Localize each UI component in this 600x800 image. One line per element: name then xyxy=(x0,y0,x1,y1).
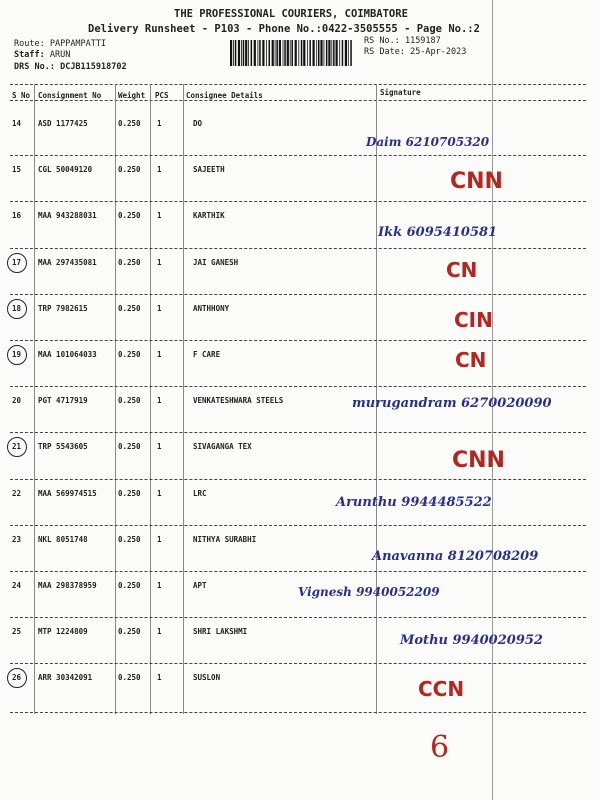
row-consignee: VENKATESHWARA STEELS xyxy=(193,396,284,406)
route-value: PAPPAMPATTI xyxy=(49,39,107,49)
circle-mark xyxy=(7,299,27,319)
barcode-bar xyxy=(326,40,328,66)
header-divider-bottom xyxy=(10,100,586,101)
row-consignee: SUSLON xyxy=(193,673,221,683)
row-divider xyxy=(10,479,586,480)
table-row xyxy=(0,442,600,488)
staff-value: ARUN xyxy=(49,50,71,60)
barcode-bar xyxy=(342,40,344,66)
handwritten-count: 6 xyxy=(430,730,450,765)
row-sno: 16 xyxy=(12,211,22,221)
handwritten-signature: Mothu 9940020952 xyxy=(400,633,543,649)
row-sno: 22 xyxy=(12,488,22,498)
row-divider xyxy=(10,432,586,433)
barcode-bar xyxy=(298,40,299,66)
row-consignee: JAI GANESH xyxy=(193,257,239,267)
row-consignment-no: TRP 5543605 xyxy=(38,442,88,452)
row-pcs: 1 xyxy=(157,581,162,590)
barcode-bar xyxy=(316,40,317,66)
row-sno: 14 xyxy=(12,119,22,128)
row-consignment-no: NKL 8051748 xyxy=(38,534,88,544)
table-row xyxy=(0,581,600,627)
handwritten-cnn-mark: CNN xyxy=(450,169,503,195)
row-consignee: LRC xyxy=(193,488,207,498)
col-pcs: PCS xyxy=(155,91,169,100)
barcode-bar xyxy=(318,40,320,66)
table-row xyxy=(0,535,600,581)
row-pcs: 1 xyxy=(157,627,162,637)
barcode-bar xyxy=(339,40,340,66)
barcode-bar xyxy=(251,40,253,66)
barcode-bar xyxy=(292,40,294,66)
table-row xyxy=(0,304,600,350)
handwritten-signature: Ikk 6095410581 xyxy=(378,225,498,241)
table-end-divider xyxy=(10,712,586,713)
row-pcs: 1 xyxy=(157,673,162,683)
row-weight: 0.250 xyxy=(118,627,141,637)
table-row xyxy=(0,489,600,535)
row-weight: 0.250 xyxy=(118,673,141,683)
route-line: Route: PAPPAMPATTI xyxy=(14,39,107,49)
handwritten-cnn-mark: CCN xyxy=(418,677,465,702)
row-consignee: SAJEETH xyxy=(193,165,225,175)
row-consignee: DO xyxy=(193,119,203,128)
barcode-bar xyxy=(345,40,347,66)
row-pcs: 1 xyxy=(157,165,162,175)
barcode-bar xyxy=(275,40,276,66)
barcode-bar xyxy=(262,40,264,66)
row-weight: 0.250 xyxy=(118,442,141,452)
runsheet-title: Delivery Runsheet - P103 - Phone No.:0422-3505555 - Page No.:2 xyxy=(88,23,480,35)
row-weight: 0.250 xyxy=(118,303,141,313)
row-pcs: 1 xyxy=(157,350,162,359)
barcode-bar xyxy=(238,40,240,66)
row-sno: 19 xyxy=(12,350,22,359)
row-sno: 23 xyxy=(12,534,22,544)
barcode-bar xyxy=(259,40,261,66)
circle-mark xyxy=(7,345,27,365)
row-divider xyxy=(10,617,586,618)
table-row xyxy=(0,165,600,211)
handwritten-signature: Vignesh 9940052209 xyxy=(298,585,440,599)
barcode-bar xyxy=(331,40,332,66)
row-weight: 0.250 xyxy=(118,350,141,359)
row-consignment-no: MAA 298378959 xyxy=(38,581,97,590)
table-row xyxy=(0,211,600,257)
barcode-bar xyxy=(309,40,311,66)
row-divider xyxy=(10,525,586,526)
row-divider xyxy=(10,571,586,572)
drs-value: DCJB115918702 xyxy=(60,62,127,72)
row-consignment-no: MTP 1224809 xyxy=(38,627,88,637)
table-row xyxy=(0,350,600,396)
row-consignment-no: MAA 943288031 xyxy=(38,211,97,221)
col-signature: Signature xyxy=(380,88,421,97)
barcode-bar xyxy=(245,40,247,66)
row-divider xyxy=(10,663,586,664)
row-sno: 18 xyxy=(12,303,22,313)
handwritten-cnn-mark: CIN xyxy=(454,307,493,332)
barcode-image xyxy=(230,40,354,66)
row-sno: 26 xyxy=(12,673,22,683)
company-title: THE PROFESSIONAL COURIERS, COIMBATORE xyxy=(174,8,408,20)
col-consignment: Consignment No xyxy=(38,91,102,100)
row-pcs: 1 xyxy=(157,211,162,221)
row-sno: 17 xyxy=(12,257,22,267)
barcode-bar xyxy=(230,40,232,66)
row-pcs: 1 xyxy=(157,303,162,313)
handwritten-cnn-mark: CN xyxy=(455,348,487,372)
barcode-bar xyxy=(235,40,237,66)
row-consignee: F CARE xyxy=(193,350,221,359)
barcode-bar xyxy=(324,40,325,66)
col-consignee: Consignee Details xyxy=(186,91,263,100)
row-consignee: ANTHHONY xyxy=(193,303,230,313)
barcode-bar xyxy=(254,40,256,66)
row-consignment-no: ASD 1177425 xyxy=(38,119,88,128)
table-row xyxy=(0,119,600,165)
row-sno: 15 xyxy=(12,165,22,175)
header-divider-top xyxy=(10,84,586,85)
barcode-bar xyxy=(269,40,271,66)
row-weight: 0.250 xyxy=(118,581,141,590)
handwritten-signature: Anavanna 8120708209 xyxy=(372,548,539,564)
row-pcs: 1 xyxy=(157,396,162,406)
row-weight: 0.250 xyxy=(118,396,141,406)
row-divider xyxy=(10,155,586,156)
row-divider xyxy=(10,386,586,387)
barcode-bar xyxy=(276,40,278,66)
row-weight: 0.250 xyxy=(118,534,141,544)
col-weight: Weight xyxy=(118,91,146,100)
barcode-bar xyxy=(241,40,242,66)
drs-line: DRS No.: DCJB115918702 xyxy=(14,62,127,72)
table-row xyxy=(0,627,600,673)
row-weight: 0.250 xyxy=(118,257,141,267)
staff-line: Staff: ARUN xyxy=(14,50,71,60)
barcode-bar xyxy=(272,40,274,66)
barcode-bar xyxy=(290,40,291,66)
barcode-bar xyxy=(320,40,322,66)
row-pcs: 1 xyxy=(157,257,162,267)
row-weight: 0.250 xyxy=(118,211,141,221)
rs-date-line: RS Date: 25-Apr-2023 xyxy=(364,47,467,57)
table-row xyxy=(0,258,600,304)
handwritten-signature: murugandram 6270020090 xyxy=(352,396,552,412)
barcode-bar xyxy=(243,40,245,66)
rs-no-line: RS No.: 1159187 xyxy=(364,36,441,46)
barcode-bar xyxy=(350,40,352,66)
handwritten-signature: Daim 6210705320 xyxy=(366,135,490,149)
barcode-bar xyxy=(283,40,284,66)
row-divider xyxy=(10,201,586,202)
row-consignment-no: PGT 4717919 xyxy=(38,396,88,406)
barcode-bar xyxy=(301,40,303,66)
col-sno: S No xyxy=(12,91,31,100)
barcode-bar xyxy=(284,40,286,66)
barcode-bar xyxy=(336,40,338,66)
barcode-bar xyxy=(279,40,281,66)
circle-mark xyxy=(7,437,27,457)
row-pcs: 1 xyxy=(157,442,162,452)
row-consignment-no: CGL 50049120 xyxy=(38,165,93,175)
handwritten-cnn-mark: CN xyxy=(446,257,478,282)
rs-date-value: 25-Apr-2023 xyxy=(410,47,467,57)
barcode-bar xyxy=(348,40,349,66)
barcode-bar xyxy=(333,40,335,66)
row-sno: 24 xyxy=(12,581,22,590)
row-divider xyxy=(10,294,586,295)
circle-mark xyxy=(7,253,27,273)
row-consignment-no: MAA 297435081 xyxy=(38,257,97,267)
barcode-bar xyxy=(233,40,234,66)
barcode-bar xyxy=(313,40,315,66)
rs-no-value: 1159187 xyxy=(404,36,441,46)
row-consignment-no: TRP 7982615 xyxy=(38,303,88,313)
row-sno: 25 xyxy=(12,627,22,637)
row-pcs: 1 xyxy=(157,119,162,128)
row-consignee: SIVAGANGA TEX xyxy=(193,442,252,452)
barcode-bar xyxy=(287,40,289,66)
barcode-bar xyxy=(328,40,330,66)
barcode-bar xyxy=(266,40,267,66)
row-consignment-no: ARR 30342091 xyxy=(38,673,93,683)
row-sno: 21 xyxy=(12,442,22,452)
barcode-bar xyxy=(258,40,259,66)
row-weight: 0.250 xyxy=(118,488,141,498)
row-weight: 0.250 xyxy=(118,165,141,175)
row-consignee: NITHYA SURABHI xyxy=(193,534,257,544)
barcode-bar xyxy=(295,40,297,66)
row-consignee: KARTHIK xyxy=(193,211,225,221)
row-consignment-no: MAA 569974515 xyxy=(38,488,97,498)
row-consignment-no: MAA 101064033 xyxy=(38,350,97,359)
row-consignee: APT xyxy=(193,581,207,590)
barcode-bar xyxy=(303,40,305,66)
row-sno: 20 xyxy=(12,396,22,406)
table-row xyxy=(0,396,600,442)
barcode-bar xyxy=(248,40,249,66)
row-divider xyxy=(10,340,586,341)
row-pcs: 1 xyxy=(157,488,162,498)
row-weight: 0.250 xyxy=(118,119,141,128)
row-consignee: SHRI LAKSHMI xyxy=(193,627,248,637)
handwritten-signature: Arunthu 9944485522 xyxy=(336,494,492,510)
row-divider xyxy=(10,248,586,249)
row-pcs: 1 xyxy=(157,534,162,544)
circle-mark xyxy=(7,668,27,688)
barcode-bar xyxy=(307,40,308,66)
handwritten-cnn-mark: CNN xyxy=(452,448,505,474)
